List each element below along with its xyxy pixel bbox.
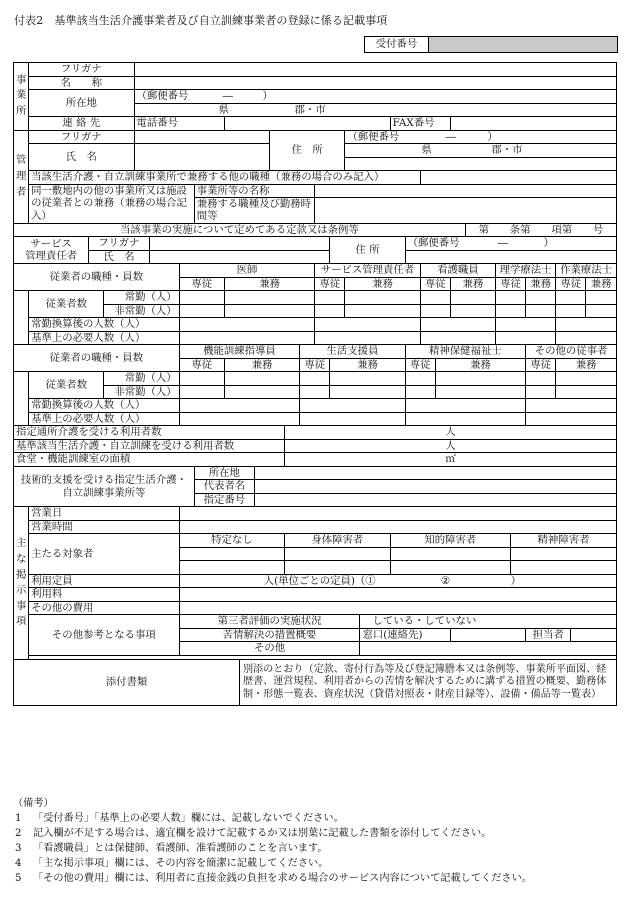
- staff2-dual-1: 兼務: [330, 358, 405, 372]
- tech-address-label: 所在地: [194, 466, 254, 480]
- attach-text: 別添のとおり（定款、寄付行為等及び登記簿謄本又は条例等、事業所平面図、経歴書、運営規程、利用者からの苦情を解決するために講ずる措置の概要、勤務体制・形態一覧表、資産状況（貸借対照表・財産目録等）、設備・備品等一覧表）: [239, 659, 616, 705]
- manager-address-label: 住 所: [270, 130, 345, 171]
- staff1-cell[interactable]: [420, 304, 450, 318]
- staff1-cell[interactable]: [496, 331, 556, 345]
- staff1-cell[interactable]: [179, 304, 224, 318]
- staff2-cell[interactable]: [179, 372, 224, 386]
- staff1-full-0: 専従: [179, 277, 224, 291]
- staff2-full-0: 専従: [179, 358, 224, 372]
- staff1-cell[interactable]: [496, 291, 526, 305]
- tech-rep-field[interactable]: [255, 480, 617, 494]
- manager-name-field[interactable]: [134, 144, 270, 171]
- manager-furigana-field[interactable]: [134, 130, 270, 144]
- office-name-label: 名 称: [29, 76, 134, 90]
- tech-number-label: 指定番号: [194, 493, 254, 507]
- staff1-cell[interactable]: [586, 304, 617, 318]
- main-target-cell[interactable]: [511, 547, 617, 561]
- main-target-cell[interactable]: [179, 547, 284, 561]
- staff2-dual-0: 兼務: [224, 358, 299, 372]
- staff1-cell[interactable]: [224, 304, 314, 318]
- staff1-cell[interactable]: [496, 304, 526, 318]
- service-manager-furigana-label: フリガナ: [89, 237, 149, 251]
- staff1-indent: [14, 291, 29, 345]
- manager-other-hours-label: 兼務する職種及び勤務時間等: [194, 198, 315, 224]
- users-daycare-field[interactable]: 人: [285, 426, 617, 440]
- staff1-cell[interactable]: [345, 291, 420, 305]
- staff2-cell[interactable]: [179, 385, 224, 399]
- tech-number-field[interactable]: [255, 493, 617, 507]
- main-capacity-field[interactable]: 人(単位ごとの定員)（① ② ）: [179, 574, 616, 588]
- staff2-cell[interactable]: [300, 412, 405, 426]
- note-item: 3 「看護職員」とは保健師、看護師、准看護師のことを言います。: [15, 842, 328, 854]
- staff2-cell[interactable]: [405, 385, 435, 399]
- service-manager-furigana-field[interactable]: [149, 237, 330, 251]
- main-target-intellectual[interactable]: 知的障害者: [390, 534, 511, 548]
- staff2-cell[interactable]: [526, 385, 556, 399]
- staff1-fte-label: 常勤換算後の人数（人）: [29, 318, 180, 332]
- staff2-full-1: 専従: [300, 358, 330, 372]
- staff1-role-doctor: 医師: [179, 264, 315, 278]
- staff2-role-trainer: 機能訓練指導員: [179, 345, 300, 359]
- service-manager-address-label: 住 所: [330, 237, 405, 264]
- staff2-cell[interactable]: [435, 385, 525, 399]
- staff1-cell[interactable]: [586, 291, 617, 305]
- service-manager-address-field[interactable]: [405, 250, 616, 264]
- main-days-field[interactable]: [179, 507, 616, 521]
- manager-address-field[interactable]: 県 郡・市: [345, 144, 617, 158]
- staff1-cell[interactable]: [556, 304, 586, 318]
- main-complaint-label: 苦情解決の措置概要: [179, 628, 360, 642]
- office-furigana-field[interactable]: [134, 63, 617, 77]
- staff1-pt-label: 非常勤（人）: [104, 304, 179, 318]
- staff1-dual-2: 兼務: [450, 277, 495, 291]
- staff1-role-service-manager: サービス管理責任者: [315, 264, 420, 278]
- note-item: 1 「受付番号」「基準上の必要人数」欄には、記載しないでください。: [15, 812, 344, 824]
- staff1-count-label: 従業者数: [29, 291, 104, 318]
- office-furigana-label: フリガナ: [29, 63, 134, 77]
- main-fee-field[interactable]: [179, 588, 616, 602]
- regulation-article[interactable]: 第 条第 項第 号: [465, 223, 616, 237]
- staff2-cell[interactable]: [556, 372, 617, 386]
- notes: [13, 797, 617, 887]
- staff1-cell[interactable]: [450, 291, 495, 305]
- form-title: 付表2 基準該当生活介護事業者及び自立訓練事業者の登録に係る記載事項: [14, 14, 388, 27]
- main-third-field[interactable]: している・していない: [360, 615, 617, 629]
- staff2-cell[interactable]: [405, 399, 526, 413]
- office-fax-field[interactable]: [450, 117, 616, 131]
- manager-section-label: 管 理 者: [14, 130, 29, 223]
- staff1-cell[interactable]: [556, 318, 617, 332]
- staff1-dual-3: 兼務: [526, 277, 556, 291]
- receipt-number-box: [364, 36, 618, 53]
- manager-other-name-label: 事業所等の名称: [194, 184, 315, 198]
- manager-furigana-label: フリガナ: [29, 130, 134, 144]
- main-hours-label: 営業時間: [29, 520, 180, 534]
- office-fax-label: FAX番号: [390, 117, 450, 131]
- attach-label: 添付書類: [14, 659, 240, 705]
- regulation-label: 当該事業の実施について定めてある定款又は条例等: [14, 223, 466, 237]
- staff2-cell[interactable]: [300, 399, 405, 413]
- manager-concurrent-field[interactable]: [420, 171, 616, 185]
- main-other-field[interactable]: [360, 642, 617, 656]
- main-fee-label: 利用料: [29, 588, 180, 602]
- staff1-full-4: 専従: [556, 277, 586, 291]
- area-label: 食堂・機能訓練室の面積: [14, 453, 285, 467]
- staff1-cell[interactable]: [345, 304, 420, 318]
- staff2-cell[interactable]: [179, 399, 300, 413]
- staff1-cell[interactable]: [315, 318, 420, 332]
- manager-name-label: 氏 名: [29, 144, 134, 171]
- main-person-field[interactable]: [571, 628, 617, 642]
- staff2-ft-label: 常勤（人）: [104, 372, 179, 386]
- staff2-header: 従業者の職種・員数: [14, 345, 180, 372]
- users-training-label: 基準該当生活介護・自立訓練を受ける利用者数: [14, 439, 285, 453]
- staff1-dual-0: 兼務: [224, 277, 314, 291]
- manager-other-hours-field[interactable]: [315, 198, 617, 224]
- staff2-count-label: 従業者数: [29, 372, 104, 399]
- main-target-cell[interactable]: [390, 547, 511, 561]
- staff2-cell[interactable]: [300, 372, 330, 386]
- main-days-label: 営業日: [29, 507, 180, 521]
- staff1-req-label: 基準上の必要人数（人）: [29, 331, 180, 345]
- staff2-cell[interactable]: [405, 372, 435, 386]
- staff1-full-3: 専従: [496, 277, 526, 291]
- staff2-cell[interactable]: [435, 372, 525, 386]
- staff1-cell[interactable]: [420, 291, 450, 305]
- staff1-cell[interactable]: [224, 291, 314, 305]
- staff2-fte-label: 常勤換算後の人数（人）: [29, 399, 180, 413]
- office-name-field[interactable]: [134, 76, 617, 90]
- staff2-cell[interactable]: [405, 412, 526, 426]
- staff2-dual-3: 兼務: [556, 358, 617, 372]
- main-capacity-label: 利用定員: [29, 574, 180, 588]
- note-item: 4 「主な掲示事項」欄には、その内容を簡潔に記載してください。: [15, 857, 329, 869]
- staff2-cell[interactable]: [556, 385, 617, 399]
- main-hours-field[interactable]: [179, 520, 616, 534]
- staff1-cell[interactable]: [420, 318, 495, 332]
- staff2-req-label: 基準上の必要人数（人）: [29, 412, 180, 426]
- main-ref-label: その他参考となる事項: [29, 615, 180, 656]
- users-training-field[interactable]: 人: [285, 439, 617, 453]
- staff1-cell[interactable]: [450, 304, 495, 318]
- staff1-cell[interactable]: [526, 291, 556, 305]
- office-postal-field[interactable]: （郵便番号 ― ）: [134, 90, 617, 104]
- service-manager-name-field[interactable]: [149, 250, 330, 264]
- main-target-mental[interactable]: 精神障害者: [511, 534, 617, 548]
- staff2-cell[interactable]: [179, 412, 300, 426]
- staff1-dual-1: 兼務: [345, 277, 420, 291]
- area-field[interactable]: ㎡: [285, 453, 617, 467]
- staff2-full-2: 専従: [405, 358, 435, 372]
- notes-heading: （備考）: [13, 798, 54, 809]
- staff1-cell[interactable]: [315, 331, 420, 345]
- staff2-role-psw: 精神保健福祉士: [405, 345, 526, 359]
- staff1-cell[interactable]: [179, 291, 224, 305]
- staff2-cell[interactable]: [330, 372, 405, 386]
- main-target-none[interactable]: 特定なし: [179, 534, 284, 548]
- manager-concurrent-label: 当該生活介護・自立訓練事業所で兼務する他の職種（兼務の場合のみ記入）: [29, 171, 421, 185]
- staff2-indent: [14, 372, 29, 426]
- staff1-cell[interactable]: [420, 331, 495, 345]
- main-target-physical[interactable]: 身体障害者: [285, 534, 390, 548]
- main-window-field[interactable]: [450, 628, 525, 642]
- staff2-role-other: その他の従事者: [526, 345, 617, 359]
- main-other-fee-field[interactable]: [179, 601, 616, 615]
- staff1-cell[interactable]: [556, 291, 586, 305]
- main-target-cell[interactable]: [179, 561, 284, 575]
- staff2-dual-2: 兼務: [435, 358, 525, 372]
- staff2-cell[interactable]: [224, 385, 299, 399]
- main-person-label: 担当者: [526, 628, 571, 642]
- main-third-label: 第三者評価の実施状況: [179, 615, 360, 629]
- note-item: 2 記入欄が不足する場合は、適宜欄を設けて記載するか又は別葉に記載した書類を添付してください。: [15, 827, 492, 839]
- service-manager-postal-field[interactable]: （郵便番号 ― ）: [405, 237, 616, 251]
- tech-address-field[interactable]: [255, 466, 617, 480]
- staff1-header: 従業者の職種・員数: [14, 264, 180, 291]
- office-address-label: 所在地: [29, 90, 134, 117]
- manager-address-field-2[interactable]: [345, 157, 617, 171]
- office-section-label: 事 業 所: [14, 63, 29, 131]
- manager-other-name-field[interactable]: [315, 184, 617, 198]
- office-tel-label: 電話番号: [134, 117, 224, 131]
- staff2-full-3: 専従: [526, 358, 556, 372]
- staff1-full-2: 専従: [420, 277, 450, 291]
- service-manager-section-label: サービス 管理責任者: [14, 237, 89, 264]
- main-other-label: その他: [179, 642, 360, 656]
- service-manager-name-label: 氏 名: [89, 250, 149, 264]
- staff1-role-nurse: 看護職員: [420, 264, 495, 278]
- staff1-cell[interactable]: [496, 318, 556, 332]
- main-target-cell[interactable]: [390, 561, 511, 575]
- staff2-cell[interactable]: [224, 372, 299, 386]
- office-address-field[interactable]: 県 郡・市: [134, 103, 617, 117]
- staff1-role-ot: 作業療法士: [556, 264, 617, 278]
- staff1-full-1: 専従: [315, 277, 345, 291]
- main-window-label: 窓口(連絡先): [360, 628, 450, 642]
- tech-rep-label: 代表者名: [194, 480, 254, 494]
- main-target-cell[interactable]: [511, 561, 617, 575]
- staff2-role-support: 生活支援員: [300, 345, 405, 359]
- registration-form-table: [13, 62, 617, 706]
- main-other-fee-label: その他の費用: [29, 601, 180, 615]
- staff1-role-pt: 理学療法士: [496, 264, 556, 278]
- staff1-cell[interactable]: [315, 304, 345, 318]
- main-target-label: 主たる対象者: [29, 534, 180, 575]
- manager-other-label: 同一敷地内の他の事業所又は施設の従業者との兼務（兼務の場合記入）: [29, 184, 195, 223]
- staff1-cell[interactable]: [179, 331, 315, 345]
- staff1-cell[interactable]: [315, 291, 345, 305]
- staff1-dual-4: 兼務: [586, 277, 617, 291]
- main-items-section-label: 主 な 掲 示 事 項: [14, 507, 29, 660]
- staff1-cell[interactable]: [179, 318, 315, 332]
- receipt-number-label: 受付番号: [365, 37, 429, 52]
- staff1-ft-label: 常勤（人）: [104, 291, 179, 305]
- staff2-cell[interactable]: [526, 372, 556, 386]
- tech-support-label: 技術的支援を受ける指定生活介護・自立訓練事業所等: [14, 466, 195, 507]
- staff2-pt-label: 非常勤（人）: [104, 385, 179, 399]
- staff2-cell[interactable]: [300, 385, 330, 399]
- office-contact-label: 連 絡 先: [29, 117, 134, 131]
- receipt-number-field[interactable]: [429, 37, 617, 52]
- office-tel-field[interactable]: [224, 117, 390, 131]
- users-daycare-label: 指定通所介護を受ける利用者数: [14, 426, 285, 440]
- staff2-cell[interactable]: [330, 385, 405, 399]
- note-item: 5 「その他の費用」欄には、利用者に直接金銭の負担を求める場合のサービス内容について記載してください。: [15, 872, 532, 884]
- staff1-cell[interactable]: [556, 331, 617, 345]
- staff1-cell[interactable]: [526, 304, 556, 318]
- main-target-cell[interactable]: [285, 561, 390, 575]
- main-target-cell[interactable]: [285, 547, 390, 561]
- manager-postal-field[interactable]: （郵便番号 ― ）: [345, 130, 617, 144]
- staff2-cell[interactable]: [526, 412, 617, 426]
- staff2-cell[interactable]: [526, 399, 617, 413]
